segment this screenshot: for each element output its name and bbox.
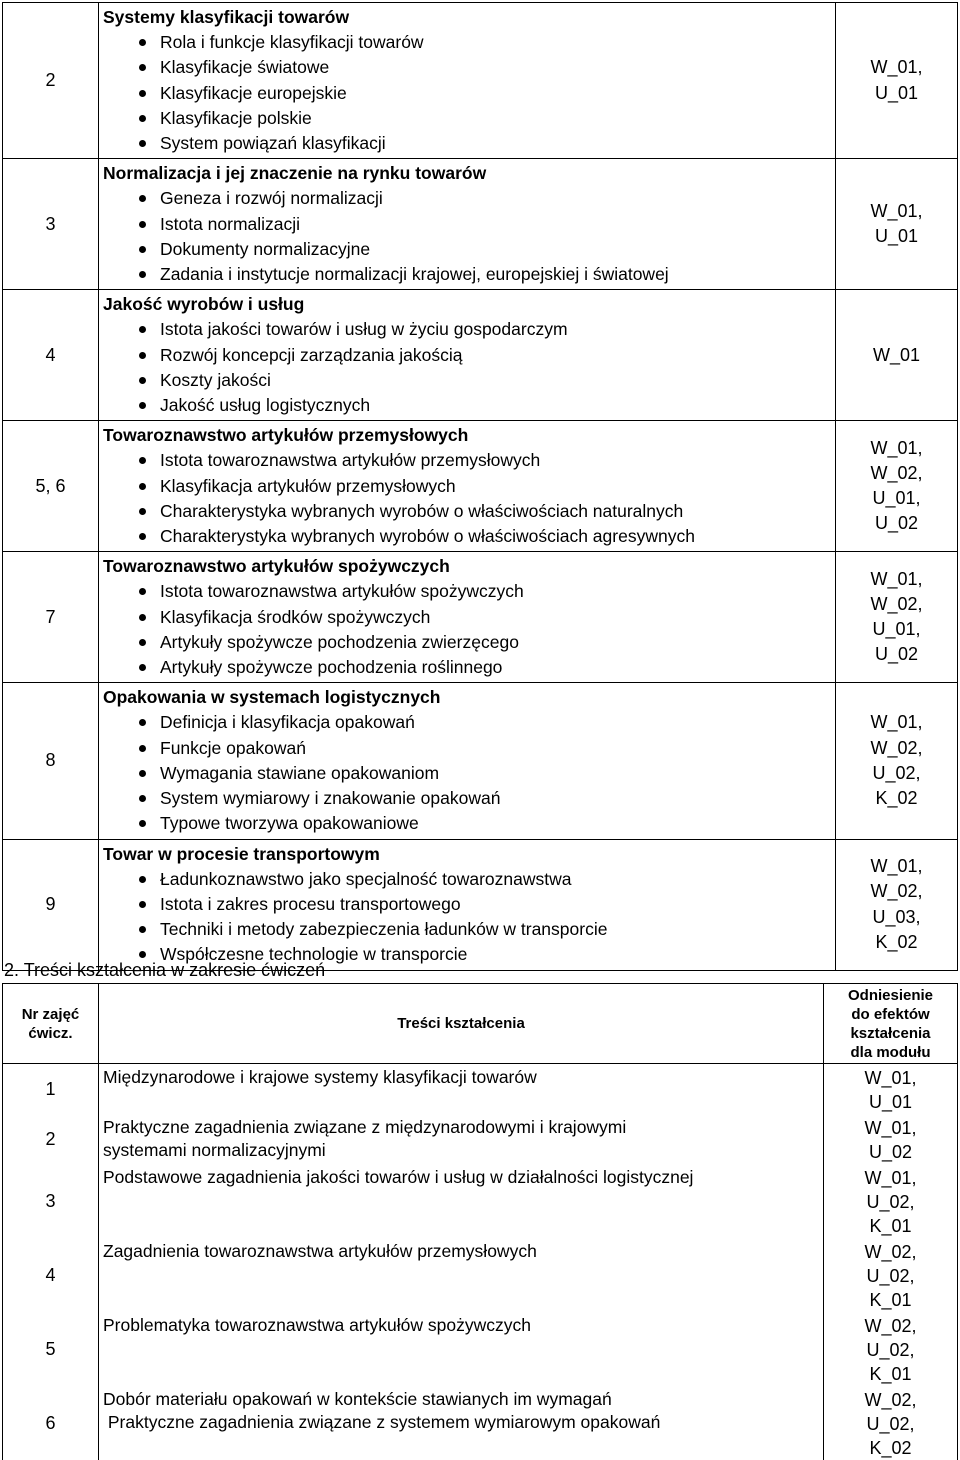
lecture-number: 2 <box>3 3 99 159</box>
lecture-number: 9 <box>3 839 99 970</box>
lecture-topic-item: Geneza i rozwój normalizacji <box>103 186 835 211</box>
lecture-number: 7 <box>3 552 99 683</box>
lecture-content-table <box>2 2 958 971</box>
exercise-content <box>99 1114 824 1164</box>
lecture-content <box>99 839 836 970</box>
exercise-content-line: Problematyka towaroznawstwa artykułów spożywczych <box>103 1315 531 1335</box>
exercise-number: 2 <box>3 1114 99 1164</box>
outcome-code: W_02, <box>870 881 923 902</box>
lecture-topic-item: Istota towaroznawstwa artykułów przemysłowych <box>103 448 835 473</box>
outcome-code: W_01, <box>870 57 923 78</box>
exercise-outcome-codes <box>824 1312 958 1386</box>
outcome-code: W_02, <box>870 594 923 615</box>
lecture-topic-item: Istota i zakres procesu transportowego <box>103 892 835 917</box>
outcome-code: W_02, <box>870 463 923 484</box>
exercise-number: 4 <box>3 1238 99 1312</box>
outcome-code: U_02, <box>866 1340 915 1360</box>
lecture-heading: Systemy klasyfikacji towarów <box>103 7 350 27</box>
lecture-row <box>3 839 958 970</box>
section-title-exercises: 2. Treści kształcenia w zakresie ćwiczeń <box>4 960 326 980</box>
outcome-code: U_02, <box>872 762 921 783</box>
outcome-code: W_02, <box>864 1390 917 1410</box>
exercise-outcome-codes <box>824 1064 958 1115</box>
lecture-topic-item: Koszty jakości <box>103 368 835 393</box>
outcome-code: K_01 <box>869 1216 912 1236</box>
outcome-code: U_02, <box>866 1192 915 1212</box>
lecture-heading: Jakość wyrobów i usług <box>103 294 305 315</box>
lecture-outcome-codes <box>836 421 958 552</box>
lecture-topic-item: Wymagania stawiane opakowaniom <box>103 761 835 786</box>
lecture-number: 5, 6 <box>3 421 99 552</box>
exercise-content <box>99 1386 824 1460</box>
lecture-topic-item: Istota towaroznawstwa artykułów spożywczych <box>103 579 835 604</box>
lecture-topic-item: Istota jakości towarów i usług w życiu gospodarczym <box>103 317 835 342</box>
lecture-topic-item: System wymiarowy i znakowanie opakowań <box>103 786 835 811</box>
outcome-code: W_01 <box>872 344 921 365</box>
exercise-content-line: Międzynarodowe i krajowe systemy klasyfikacji towarów <box>103 1067 537 1087</box>
lecture-row <box>3 421 958 552</box>
exercise-number: 3 <box>3 1164 99 1238</box>
outcome-code: U_01, <box>872 488 921 509</box>
lecture-topic-list <box>103 317 835 418</box>
lecture-row <box>3 159 958 290</box>
lecture-topic-item: Zadania i instytucje normalizacji krajowej, europejskiej i światowej <box>103 262 835 287</box>
exercise-content-line: Dobór materiału opakowań w kontekście stawianych im wymagań <box>103 1389 612 1409</box>
lecture-topic-item: Typowe tworzywa opakowaniowe <box>103 811 835 836</box>
exercise-content <box>99 1238 824 1312</box>
exercise-number: 5 <box>3 1312 99 1386</box>
lecture-topic-item: Techniki i metody zabezpieczenia ładunków w transporcie <box>103 917 835 942</box>
exercise-outcome-codes <box>824 1238 958 1312</box>
exercise-content <box>99 1164 824 1238</box>
lecture-topic-item: Klasyfikacje światowe <box>103 55 835 80</box>
exercise-row <box>3 1238 958 1312</box>
lecture-topic-item: Charakterystyka wybranych wyrobów o właściwościach naturalnych <box>103 499 835 524</box>
outcome-code: W_01, <box>864 1118 917 1138</box>
lecture-topic-item: Funkcje opakowań <box>103 736 835 761</box>
exercise-content-line: Praktyczne zagadnienia związane z systemem wymiarowym opakowań <box>103 1412 661 1432</box>
lecture-row <box>3 683 958 839</box>
lecture-topic-item: Definicja i klasyfikacja opakowań <box>103 710 835 735</box>
exercise-outcome-codes <box>824 1386 958 1460</box>
outcome-code: U_02 <box>874 644 919 665</box>
lecture-outcome-codes <box>836 552 958 683</box>
outcome-code: K_02 <box>875 931 918 952</box>
outcome-code: W_01, <box>864 1068 917 1088</box>
lecture-topic-item: Artykuły spożywcze pochodzenia roślinnego <box>103 655 835 680</box>
exercise-content-table <box>2 983 958 1460</box>
exercise-number: 6 <box>3 1386 99 1460</box>
exercise-row <box>3 1064 958 1115</box>
lecture-topic-item: Istota normalizacji <box>103 212 835 237</box>
lecture-topic-item: Dokumenty normalizacyjne <box>103 237 835 262</box>
outcome-code: W_02, <box>870 737 923 758</box>
lecture-heading: Towar w procesie transportowym <box>103 843 380 864</box>
outcome-code: U_02 <box>868 1142 913 1162</box>
lecture-content <box>99 3 836 159</box>
lecture-heading: Towaroznawstwo artykułów spożywczych <box>103 556 450 577</box>
lecture-topic-item: Jakość usług logistycznych <box>103 393 835 418</box>
lecture-outcome-codes <box>836 290 958 421</box>
outcome-code: U_01 <box>874 82 919 103</box>
exercise-content-line: Zagadnienia towaroznawstwa artykułów przemysłowych <box>103 1241 537 1261</box>
lecture-topic-item: Rozwój koncepcji zarządzania jakością <box>103 343 835 368</box>
outcome-code: U_01 <box>868 1092 913 1112</box>
lecture-content <box>99 159 836 290</box>
lecture-heading: Normalizacja i jej znaczenie na rynku towarów <box>103 163 487 184</box>
lecture-topic-list <box>103 579 835 680</box>
outcome-code: W_02, <box>864 1242 917 1262</box>
exercise-content-line: Podstawowe zagadnienia jakości towarów i usług w działalności logistycznej <box>103 1167 694 1187</box>
lecture-topic-item: Rola i funkcje klasyfikacji towarów <box>103 30 835 55</box>
lecture-number: 4 <box>3 290 99 421</box>
outcome-code: U_01 <box>874 226 919 247</box>
lecture-topic-list <box>103 867 835 968</box>
lecture-number: 8 <box>3 683 99 839</box>
lecture-content <box>99 421 836 552</box>
lecture-content <box>99 290 836 421</box>
lecture-heading: Opakowania w systemach logistycznych <box>103 687 441 708</box>
lecture-row <box>3 552 958 683</box>
lecture-outcome-codes <box>836 683 958 839</box>
outcome-code: W_01, <box>870 568 923 589</box>
exercise-content-line: Praktyczne zagadnienia związane z międzynarodowymi i krajowymi <box>103 1117 627 1137</box>
exercise-content <box>99 1312 824 1386</box>
header-content: Treści kształcenia <box>99 984 824 1064</box>
lecture-topic-item: Klasyfikacje polskie <box>103 106 835 131</box>
lecture-topic-item: Charakterystyka wybranych wyrobów o właściwościach agresywnych <box>103 524 835 549</box>
outcome-code: W_01, <box>870 856 923 877</box>
outcome-code: K_02 <box>875 788 918 809</box>
lecture-outcome-codes <box>836 159 958 290</box>
lecture-topic-item: System powiązań klasyfikacji <box>103 131 835 156</box>
outcome-code: W_01, <box>864 1168 917 1188</box>
lecture-content <box>99 683 836 839</box>
lecture-topic-list <box>103 30 835 156</box>
outcome-code: U_03, <box>872 906 921 927</box>
exercise-row <box>3 1312 958 1386</box>
outcome-code: W_02, <box>864 1316 917 1336</box>
outcome-code: U_01, <box>872 619 921 640</box>
header-session-number: Nr zajęć ćwicz. <box>3 984 99 1064</box>
exercise-outcome-codes <box>824 1164 958 1238</box>
lecture-topic-list <box>103 710 835 836</box>
exercise-content-line: systemami normalizacyjnymi <box>103 1140 326 1160</box>
lecture-outcome-codes <box>836 3 958 159</box>
lecture-number: 3 <box>3 159 99 290</box>
lecture-topic-list <box>103 448 835 549</box>
lecture-heading: Towaroznawstwo artykułów przemysłowych <box>103 425 469 446</box>
lecture-row <box>3 290 958 421</box>
outcome-code: W_01, <box>870 437 923 458</box>
lecture-topic-item: Współczesne technologie w transporcie <box>103 942 835 967</box>
outcome-code: K_02 <box>869 1438 912 1458</box>
exercise-row <box>3 1114 958 1164</box>
lecture-topic-list <box>103 186 835 287</box>
lecture-topic-item: Klasyfikacja środków spożywczych <box>103 605 835 630</box>
lecture-topic-item: Klasyfikacje europejskie <box>103 81 835 106</box>
outcome-code: U_02, <box>866 1414 915 1434</box>
lecture-content <box>99 552 836 683</box>
exercise-row <box>3 1386 958 1460</box>
exercise-content <box>99 1064 824 1115</box>
outcome-code: U_02, <box>866 1266 915 1286</box>
exercise-outcome-codes <box>824 1114 958 1164</box>
outcome-code: K_01 <box>869 1290 912 1310</box>
exercise-number: 1 <box>3 1064 99 1115</box>
outcome-code: U_02 <box>874 513 919 534</box>
header-learning-outcomes: Odniesienie do efektów kształcenia dla modułu <box>824 984 958 1064</box>
lecture-outcome-codes <box>836 839 958 970</box>
lecture-topic-item: Artykuły spożywcze pochodzenia zwierzęcego <box>103 630 835 655</box>
outcome-code: W_01, <box>870 712 923 733</box>
outcome-code: W_01, <box>870 201 923 222</box>
exercise-row <box>3 1164 958 1238</box>
lecture-topic-item: Klasyfikacja artykułów przemysłowych <box>103 474 835 499</box>
lecture-topic-item: Ładunkoznawstwo jako specjalność towaroznawstwa <box>103 867 835 892</box>
outcome-code: K_01 <box>869 1364 912 1384</box>
lecture-row <box>3 3 958 159</box>
